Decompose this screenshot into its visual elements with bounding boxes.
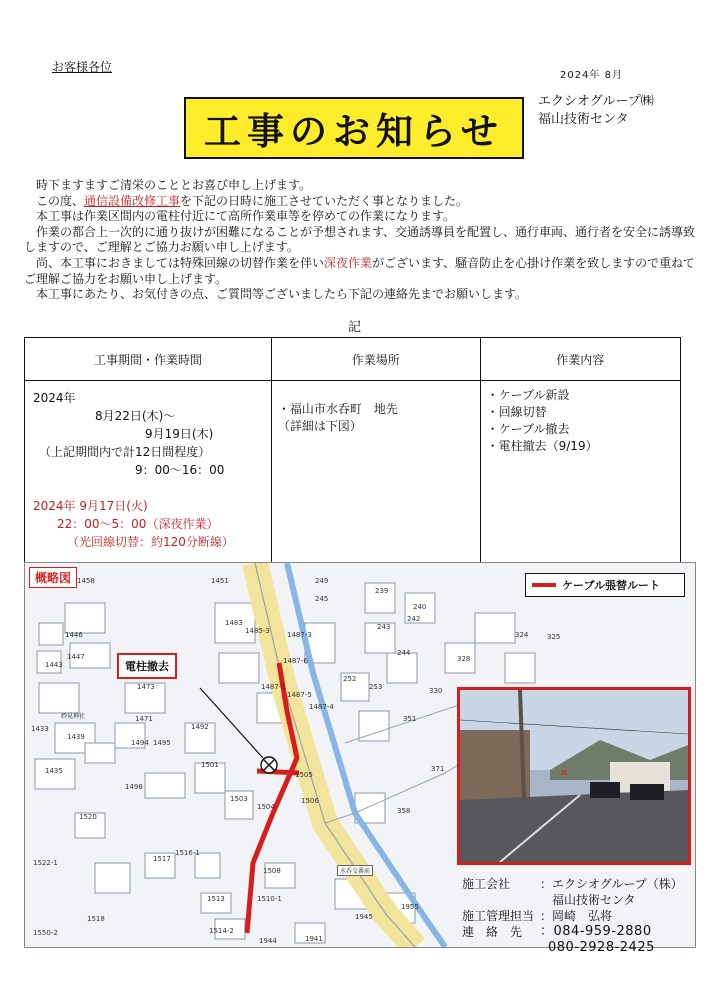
lot-number: 358	[397, 807, 411, 815]
work-name: 通信設備改修工事	[84, 193, 181, 208]
lot-number: 249	[315, 577, 329, 585]
paragraph-greeting: 時下ますますご清栄のこととお喜び申し上げます。	[36, 178, 312, 192]
notice-body	[24, 178, 704, 303]
company-value-2: 福山技術センタ	[552, 893, 636, 907]
lot-number: 1487-1	[261, 683, 286, 691]
night-work: 深夜作業	[324, 255, 373, 270]
paragraph-traffic: 作業の都合上一次的に通り抜けが困難になることが予想されます、交通誘導員を配置し、通行車両、通行者を安全に誘導致しますので、ご理解とご協力お願い申し上げます。	[24, 224, 696, 255]
lot-number: 1501	[201, 761, 219, 769]
work-item-3: ・ケーブル撤去	[486, 422, 570, 436]
lot-number: 1550-2	[33, 929, 58, 937]
phone-2: 080-2928-2425	[548, 940, 655, 955]
contact-label: 連 絡 先	[462, 925, 523, 939]
lot-number: 351	[403, 715, 417, 723]
period-cell	[25, 381, 272, 574]
paragraph-night: 尚、本工事におきましては特殊回線の切替作業を伴い深夜作業がございます、騒音防止を心掛け作業を致しますので重ねてご理解ご協力をお願い申し上げます。	[24, 255, 695, 286]
lot-number: 253	[369, 683, 383, 691]
company-label: 施工会社	[462, 877, 511, 891]
company-line-2: 福山技術センタ	[538, 112, 629, 127]
lot-number: 1520	[79, 813, 97, 821]
lot-number: 1495	[153, 739, 171, 747]
header-location: 作業場所	[271, 338, 480, 381]
lot-number: 1518	[87, 915, 105, 923]
lot-number: 1439	[67, 733, 85, 741]
paragraph-work: この度、通信設備改修工事を下記の日時に施工させていただく事となりました。	[36, 193, 469, 208]
company-line-1: エクシオグループ㈱	[538, 94, 654, 109]
period-start: 8月22日(木)～	[95, 409, 176, 423]
company-value: ：エクシオグループ（株）	[540, 877, 683, 891]
lot-number: 1955	[401, 903, 419, 911]
lot-number: 1514-2	[209, 927, 234, 935]
lot-number: 240	[413, 603, 427, 611]
legend-label: ケーブル張替ルート	[562, 579, 661, 592]
road-sign: 水呑交番前	[337, 865, 373, 876]
pole-removal-label: 電柱撤去	[117, 653, 177, 679]
lot-number: 1492	[191, 723, 209, 731]
lot-number: 324	[515, 631, 529, 639]
shrine-label: 妙見神社	[61, 713, 86, 720]
ki-heading: 記	[348, 320, 362, 335]
header-period: 工事期間・作業時間	[25, 338, 272, 381]
site-photo	[457, 687, 691, 865]
svg-text:✕: ✕	[560, 768, 569, 779]
lot-number: 1516-1	[175, 849, 200, 857]
phone-1: ：084-959-2880	[540, 924, 652, 939]
lot-number: 1487-6	[283, 657, 308, 665]
period-note: （上記期間内で計12日間程度）	[39, 445, 211, 459]
lot-number: 242	[407, 615, 421, 623]
lot-number: 1504	[257, 803, 275, 811]
contact-block	[462, 876, 694, 956]
night-note: （光回線切替：約120分断線）	[67, 535, 234, 549]
period-time: 9：00～16：00	[135, 463, 225, 477]
map-title: 概略図	[29, 567, 77, 588]
lot-number: 1494	[131, 739, 149, 747]
location-cell	[271, 381, 480, 574]
lot-number: 252	[343, 675, 357, 683]
lot-number: 1471	[135, 715, 153, 723]
lot-number: 1458	[77, 577, 95, 585]
lot-number: 1945	[355, 913, 373, 921]
issuer-company	[538, 93, 654, 129]
notice-date: 2024年 8月	[560, 70, 623, 81]
work-cell	[480, 381, 680, 574]
lot-number: 239	[375, 587, 389, 595]
lot-number: 1447	[67, 653, 85, 661]
lot-number: 330	[429, 687, 443, 695]
lot-number: 1446	[65, 631, 83, 639]
work-item-1: ・ケーブル新設	[486, 388, 570, 402]
lot-number: 1505	[295, 771, 313, 779]
lot-number: 328	[457, 655, 471, 663]
work-item-2: ・回線切替	[486, 405, 547, 419]
period-end: 9月19日(木)	[145, 427, 214, 441]
schedule-table	[24, 337, 681, 574]
lot-number: 1941	[305, 935, 323, 943]
lot-number: 1517	[153, 855, 171, 863]
lot-number: 325	[547, 633, 561, 641]
paragraph-vehicle: 本工事は作業区間内の電柱付近にて高所作業車等を停めての作業になります。	[36, 209, 456, 224]
lot-number: 1522-1	[33, 859, 58, 867]
site-photo-drawing	[460, 690, 688, 862]
lot-number: 1513	[207, 895, 225, 903]
addressee: お客様各位	[52, 60, 113, 74]
manager-label: 施工管理担当	[462, 909, 535, 923]
manager-value: ：岡崎 弘将	[540, 909, 613, 923]
lot-number: 1483	[225, 619, 243, 627]
lot-number: 1435	[45, 767, 63, 775]
lot-number: 1433	[31, 725, 49, 733]
lot-number: 1506	[301, 797, 319, 805]
lot-number: 1508	[263, 867, 281, 875]
night-time: 22：00～5：00（深夜作業）	[57, 517, 219, 531]
location-line-2: （詳細は下図）	[277, 419, 362, 433]
map-legend	[525, 573, 685, 597]
lot-number: 1443	[45, 661, 63, 669]
paragraph-contact: 本工事にあたり、お気付きの点、ご質問等ございましたら下記の連絡先までお願いします。	[36, 287, 528, 302]
lot-number: 1510-1	[257, 895, 282, 903]
lot-number: 1498	[125, 783, 143, 791]
work-item-4: ・電柱撤去（9/19）	[486, 439, 598, 453]
lot-number: 245	[315, 595, 329, 603]
lot-number: 1487-5	[287, 691, 312, 699]
legend-line-icon	[532, 583, 556, 587]
lot-number: 1487-3	[287, 631, 312, 639]
header-work: 作業内容	[480, 338, 680, 381]
lot-number: 243	[377, 623, 391, 631]
lot-number: 1485-3	[245, 627, 270, 635]
lot-number: 1451	[211, 577, 229, 585]
lot-number: 1503	[230, 795, 248, 803]
lot-number: 1487-4	[309, 703, 334, 711]
lot-number: 244	[397, 649, 411, 657]
location-line-1: ・福山市水呑町 地先	[277, 402, 398, 416]
lot-number: 1473	[137, 683, 155, 691]
lot-number: 1944	[259, 937, 277, 945]
period-year: 2024年	[33, 391, 76, 405]
lot-number: 371	[431, 765, 445, 773]
notice-title: 工事のお知らせ	[184, 97, 524, 159]
night-date: 2024年 9月17日(火)	[33, 499, 148, 513]
